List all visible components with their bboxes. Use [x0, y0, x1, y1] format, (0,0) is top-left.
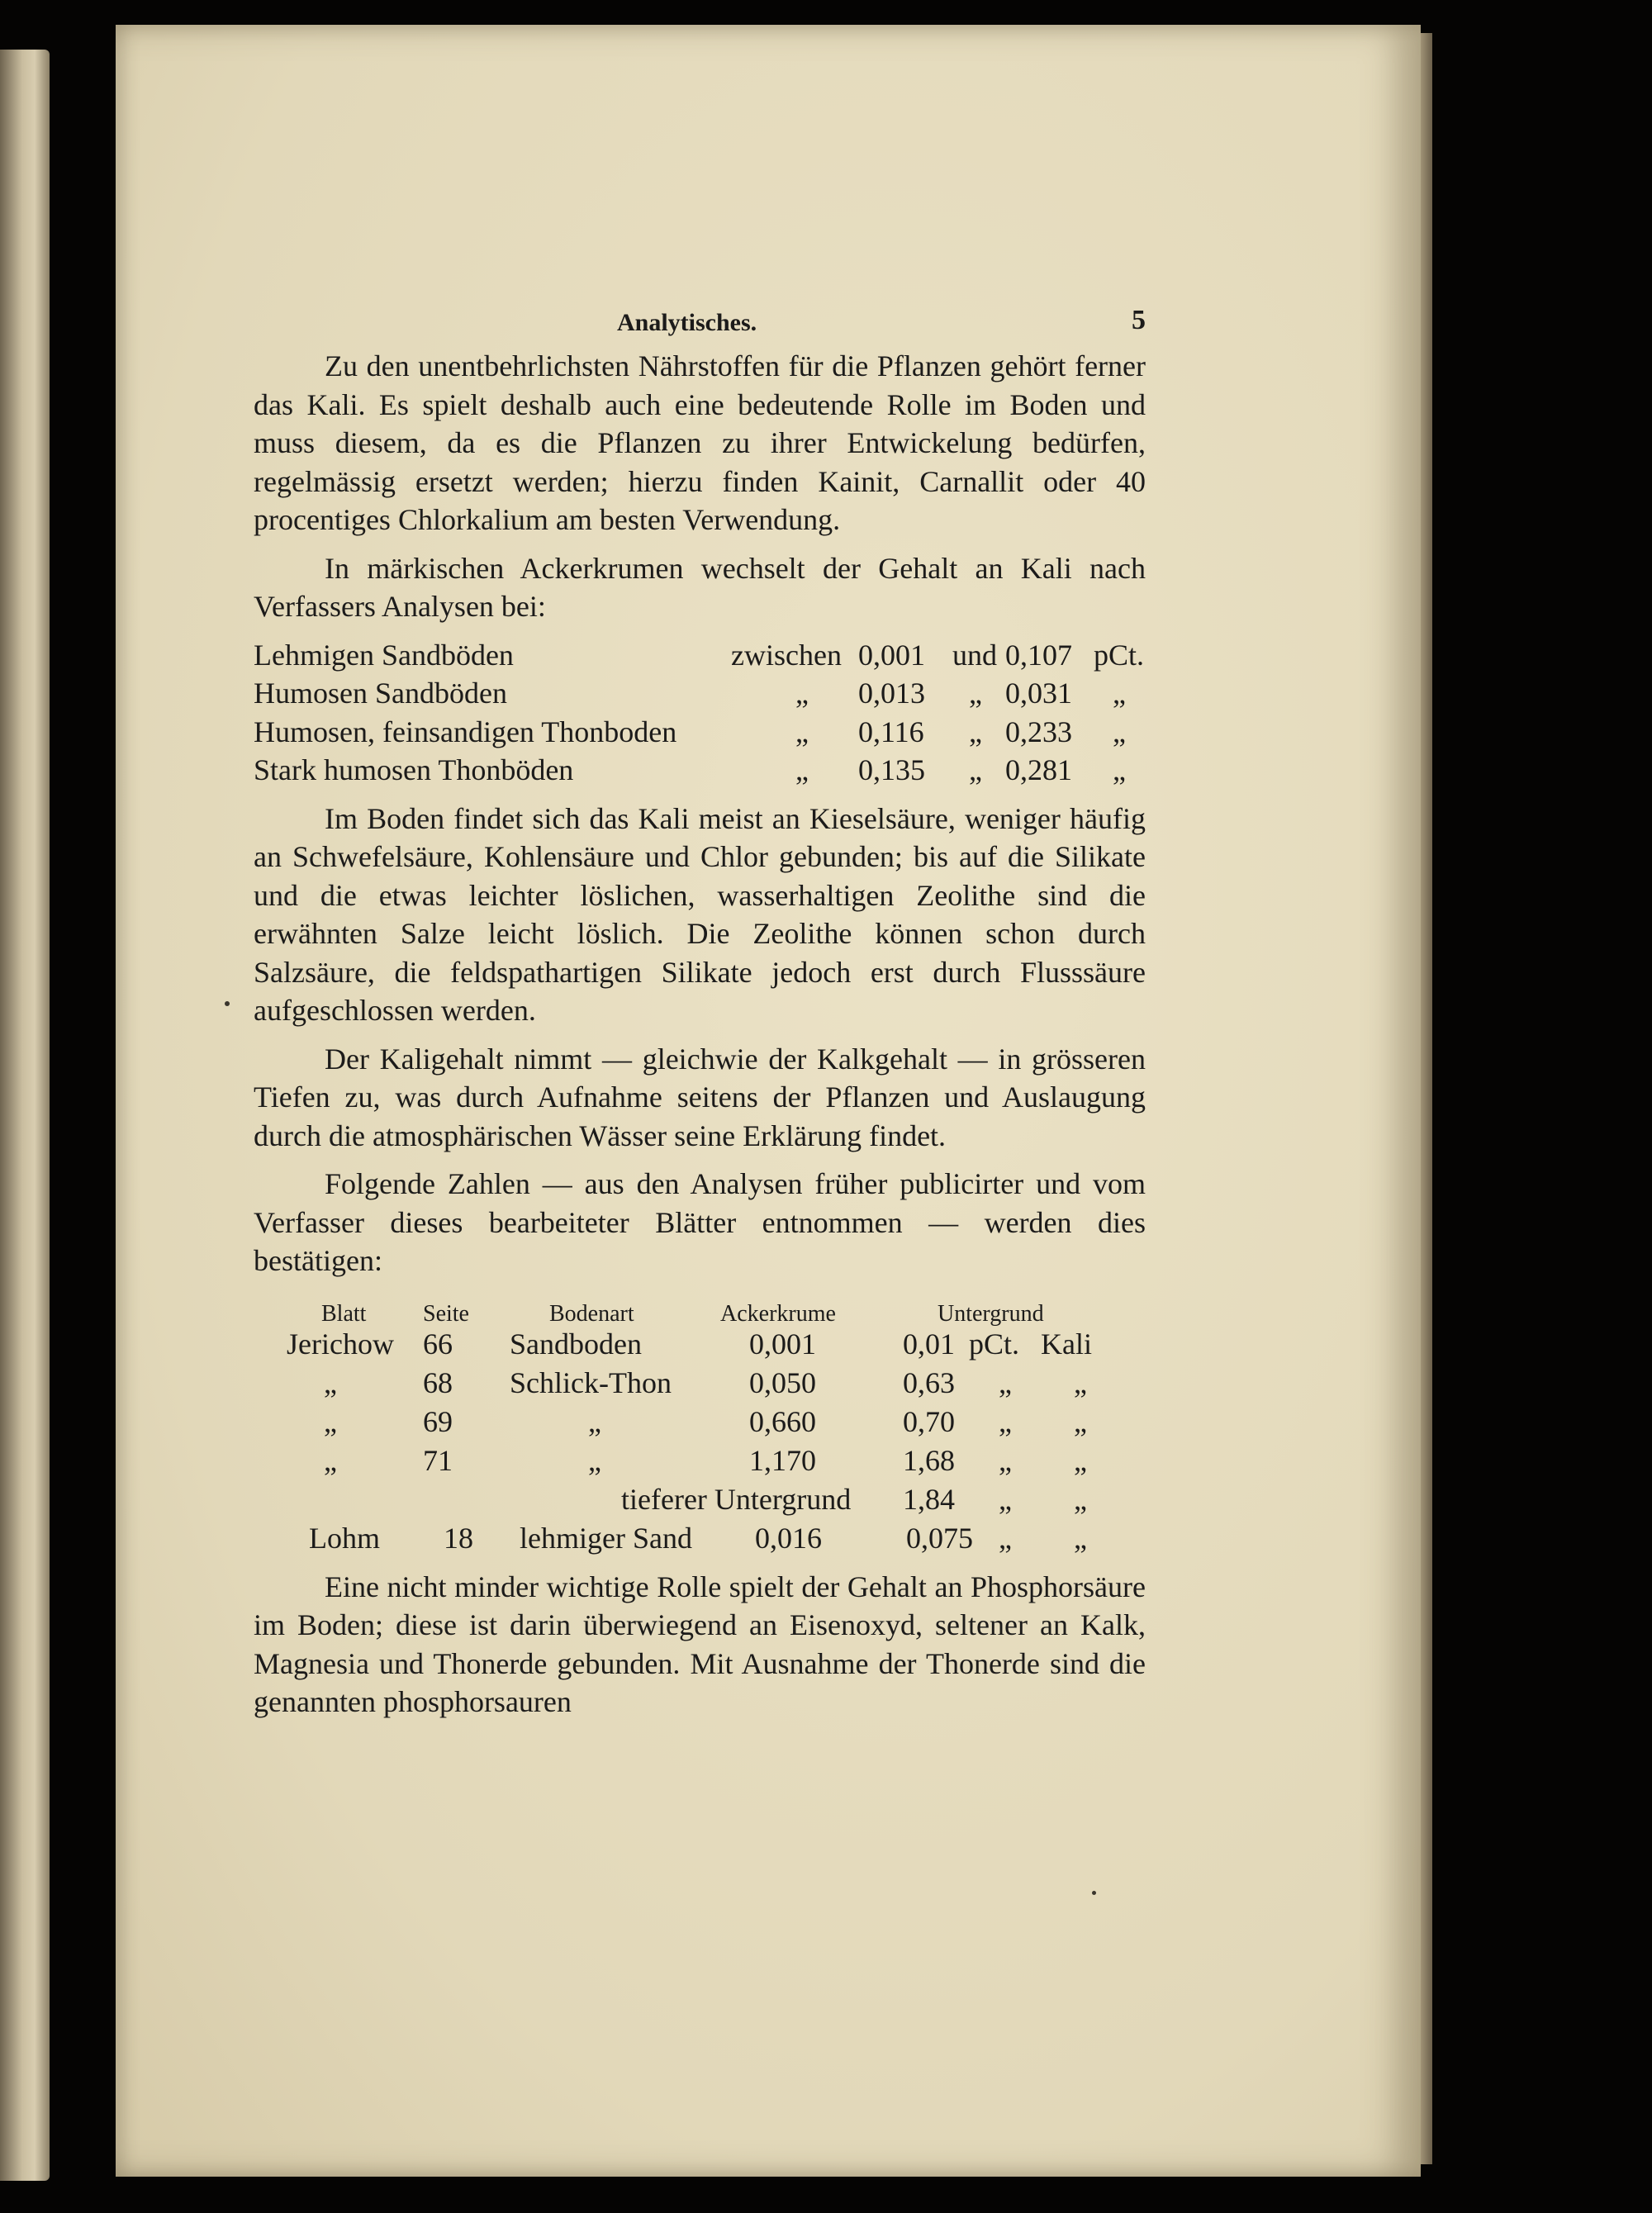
soil-type: Humosen, feinsandigen Thonboden: [254, 715, 677, 748]
ditto-mark: „: [1074, 1365, 1087, 1399]
ditto-mark: „: [1113, 753, 1126, 786]
ditto-mark: „: [1074, 1482, 1087, 1516]
range-low: 0,116: [858, 715, 924, 748]
cell-seite: 69: [423, 1404, 453, 1438]
cell-untergrund: 0,075: [906, 1521, 973, 1555]
paragraph-kali-intro: Zu den unentbehrlichsten Nährstoffen für die Pflanzen gehört ferner das Kali. Es spielt deshalb auch eine bedeutende Rolle im Boden und muss diesem, da es die Pflanzen zu ihrer Entwickelung bedürfen, regelmässig ersetzt werden; hierzu finden Kainit, Carnallit oder 40 procentiges Chlorkalium am besten Verwendung.: [254, 349, 1146, 536]
cell-untergrund: 0,70: [903, 1404, 955, 1438]
table-row: [254, 1441, 1146, 1480]
ditto-mark: „: [969, 753, 982, 786]
soil-type: Stark humosen Thonböden: [254, 753, 574, 786]
range-low: 0,013: [858, 677, 925, 710]
header-blatt: Blatt: [321, 1300, 367, 1327]
soil-type: Humosen Sandböden: [254, 677, 507, 710]
cell-seite: 71: [423, 1443, 453, 1477]
cell-seite: 68: [423, 1365, 453, 1399]
ditto-mark: „: [1074, 1404, 1087, 1438]
cell-ackerkrume: 0,050: [749, 1365, 816, 1399]
range-high: 0,281: [1005, 753, 1072, 786]
ditto-mark: „: [324, 1443, 337, 1477]
cell-ackerkrume: 0,660: [749, 1404, 816, 1438]
kali-content-table: [254, 636, 1146, 790]
table-row: [254, 1519, 1146, 1558]
table-row: [254, 1364, 1146, 1403]
table-row: [254, 1325, 1146, 1364]
ditto-mark: „: [969, 715, 982, 748]
ditto-mark: „: [999, 1365, 1012, 1399]
cell-untergrund: 0,01: [903, 1327, 955, 1361]
cell-seite: 66: [423, 1327, 453, 1361]
cell-bodenart: lehmiger Sand: [520, 1521, 692, 1555]
ditto-mark: „: [999, 1404, 1012, 1438]
ditto-mark: „: [1074, 1443, 1087, 1477]
ditto-mark: „: [795, 753, 809, 786]
range-unit: pCt.: [1094, 638, 1145, 672]
header-ackerkrume: Ackerkrume: [720, 1300, 836, 1327]
ditto-mark: „: [999, 1482, 1012, 1516]
table-row: [254, 674, 1146, 713]
ditto-mark: „: [999, 1443, 1012, 1477]
ditto-mark: „: [1113, 677, 1126, 710]
cell-unit: pCt.: [969, 1327, 1020, 1361]
cell-ackerkrume: 0,016: [755, 1521, 822, 1555]
margin-speck: [1092, 1891, 1096, 1895]
paragraph-kali-analyses: In märkischen Ackerkrumen wechselt der Gehalt an Kali nach Verfassers Analysen bei:: [254, 551, 1146, 623]
table-row: [254, 751, 1146, 790]
table-row: [254, 1403, 1146, 1441]
ditto-mark: „: [588, 1443, 601, 1477]
cell-blatt: Lohm: [309, 1521, 380, 1555]
header-bodenart: Bodenart: [549, 1300, 634, 1327]
header-seite: Seite: [423, 1300, 469, 1327]
ditto-mark: „: [588, 1404, 601, 1438]
paragraph-phosphorsaeure: Eine nicht minder wichtige Rolle spielt der Gehalt an Phosphorsäure im Boden; diese ist darin überwiegend an Eisenoxyd, seltener an Kalk, Magnesia und Thonerde gebunden. Mit Ausnahme der Thonerde sind die genannten phosphorsauren: [254, 1570, 1146, 1718]
range-high: 0,031: [1005, 677, 1072, 710]
table-header: [254, 1290, 1146, 1325]
table-row: [254, 636, 1146, 675]
cell-bodenart: Schlick-Thon: [510, 1365, 672, 1399]
ditto-mark: „: [324, 1365, 337, 1399]
cell-blatt: Jerichow: [287, 1327, 394, 1361]
page-number: 5: [1132, 305, 1146, 335]
header-untergrund: Untergrund: [938, 1300, 1044, 1327]
ditto-mark: „: [969, 677, 982, 710]
running-header: [254, 297, 1146, 347]
cell-seite: 18: [444, 1521, 473, 1555]
page-edge: [1421, 33, 1432, 2164]
cell-untergrund: 1,68: [903, 1443, 955, 1477]
paragraph-following-numbers: Folgende Zahlen — aus den Analysen früher publicirter und vom Verfasser dieses bearbeiteter Blätter entnommen — werden dies bestätigen:: [254, 1167, 1146, 1277]
cell-ackerkrume: 1,170: [749, 1443, 816, 1477]
paragraph-kali-binding: Im Boden findet sich das Kali meist an Kieselsäure, weniger häufig an Schwefelsäure, Kohlensäure und Chlor gebunden; bis auf die Silikate und die etwas leichter löslichen, wasserhaltigen Zeolithe sind die erwähnten Salze leicht löslich. Die Zeolithe können schon durch Salzsäure, die feldspathartigen Silikate jedoch erst durch Flusssäure aufgeschlossen werden.: [254, 801, 1146, 1027]
range-high: 0,233: [1005, 715, 1072, 748]
ditto-mark: „: [324, 1404, 337, 1438]
ditto-mark: „: [795, 715, 809, 748]
page-text: [254, 297, 1146, 1721]
cell-ackerkrume: 0,001: [749, 1327, 816, 1361]
cell-untergrund: 1,84: [903, 1482, 955, 1516]
ditto-mark: „: [1113, 715, 1126, 748]
cell-tieferer-untergrund: tieferer Untergrund: [621, 1482, 852, 1516]
table-row: [254, 1480, 1146, 1519]
range-low: 0,135: [858, 753, 925, 786]
ditto-mark: „: [999, 1521, 1012, 1555]
header-title: Analytisches.: [617, 309, 757, 336]
cell-untergrund: 0,63: [903, 1365, 955, 1399]
range-low: 0,001: [858, 638, 925, 672]
cell-unit-kali: Kali: [1041, 1327, 1092, 1361]
paragraph-kali-depth: Der Kaligehalt nimmt — gleichwie der Kalkgehalt — in grösseren Tiefen zu, was durch Aufnahme seitens der Pflanzen und Auslaugung durch die atmosphärischen Wässer seine Erklärung findet.: [254, 1042, 1146, 1152]
range-high: 0,107: [1005, 638, 1072, 672]
sheet-analysis-table: [254, 1290, 1146, 1558]
table-row: [254, 713, 1146, 752]
margin-speck: [225, 1001, 230, 1006]
range-und: und: [952, 638, 997, 672]
ditto-mark: „: [795, 677, 809, 710]
range-word: zwischen: [731, 638, 842, 672]
ditto-mark: „: [1074, 1521, 1087, 1555]
cell-bodenart: Sandboden: [510, 1327, 642, 1361]
soil-type: Lehmigen Sandböden: [254, 638, 514, 672]
book-spine: [0, 50, 50, 2181]
